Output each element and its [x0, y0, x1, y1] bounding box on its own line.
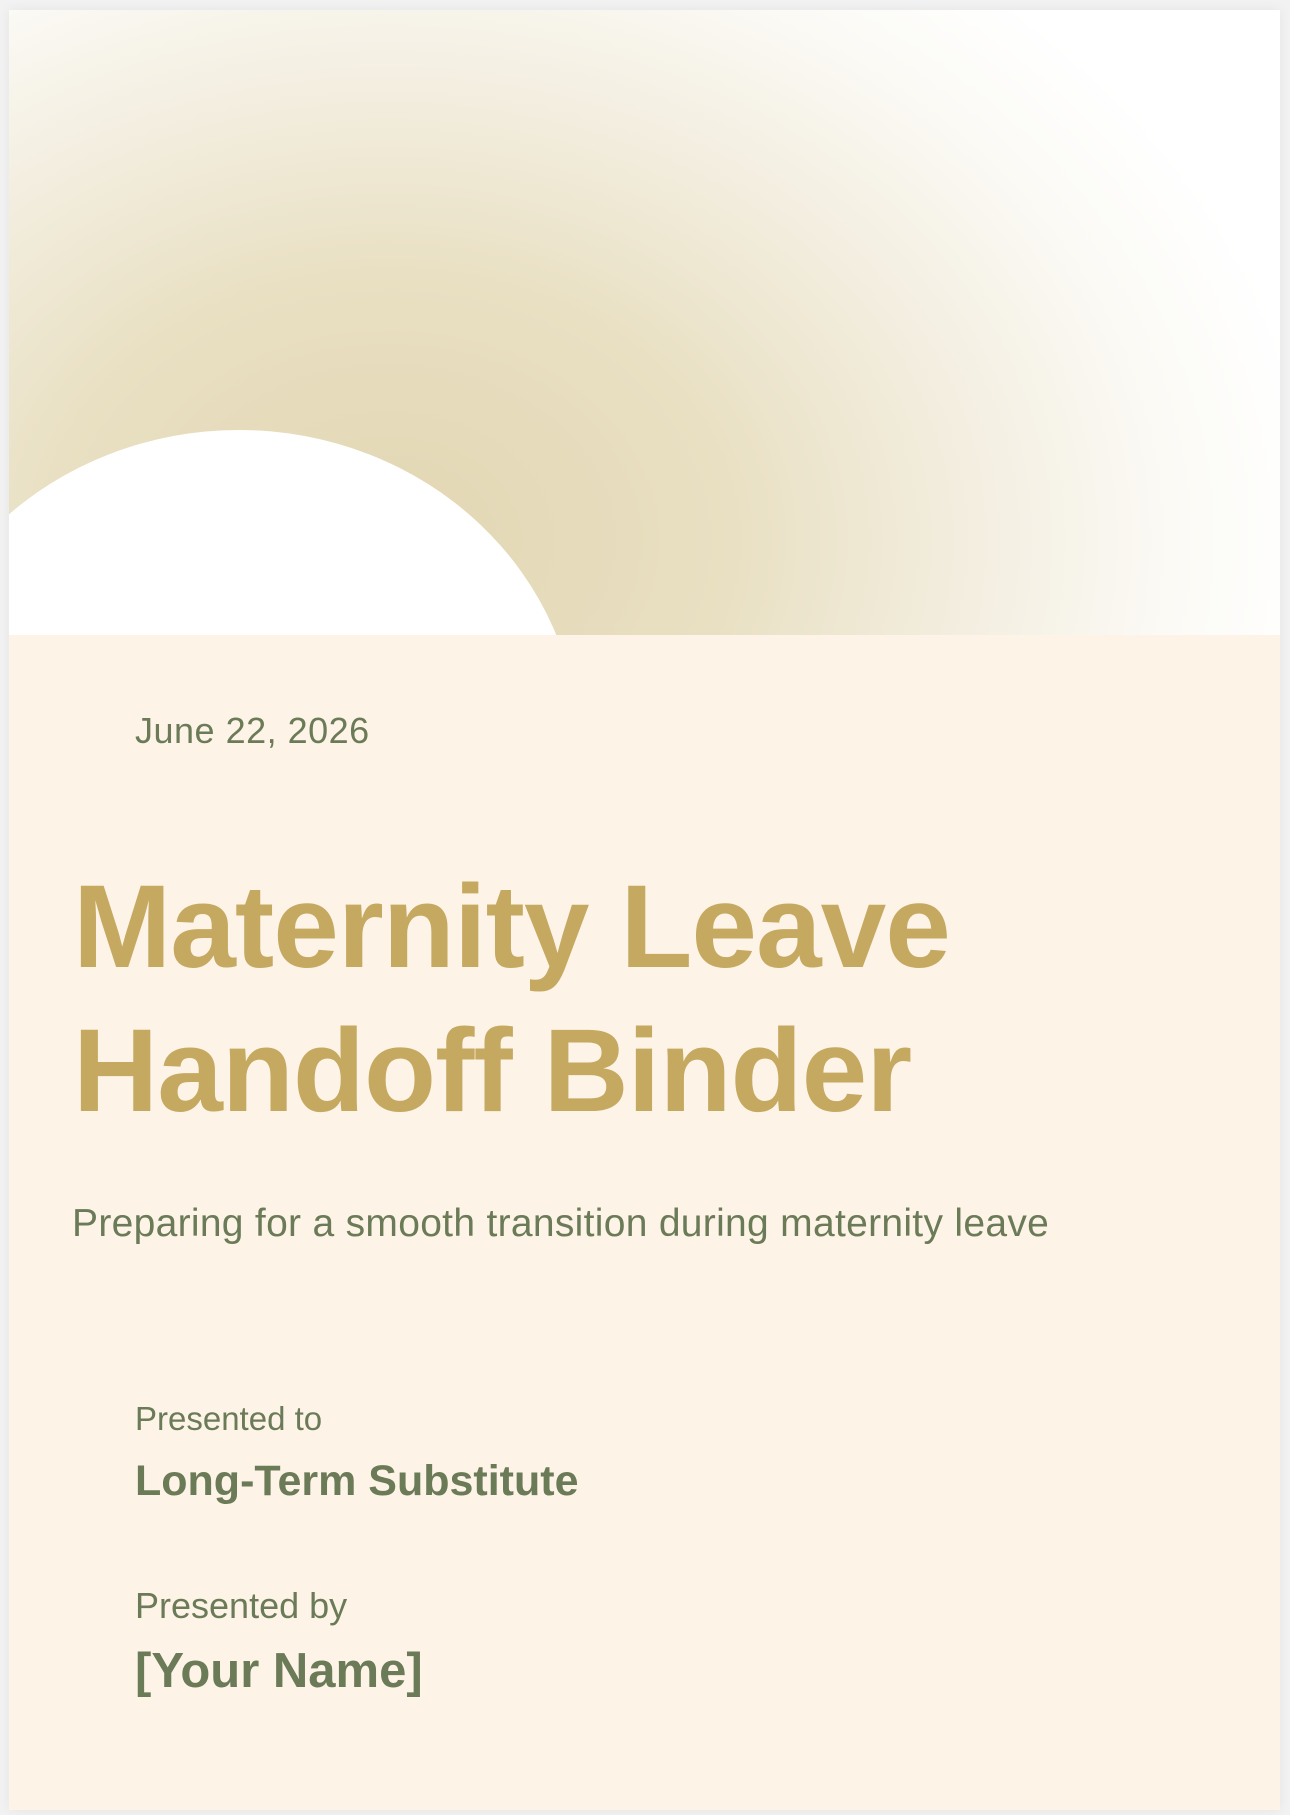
presented-to-value: Long-Term Substitute — [135, 1457, 579, 1505]
hero-arc-shape — [9, 430, 579, 635]
presented-by-label: Presented by — [135, 1585, 348, 1626]
cover-date: June 22, 2026 — [135, 710, 370, 751]
presented-to-label: Presented to — [135, 1400, 323, 1437]
presented-by-value: [Your Name] — [135, 1644, 423, 1698]
title-line-1: Maternity Leave — [73, 861, 950, 993]
document-page — [9, 10, 1280, 1810]
title-line-2: Handoff Binder — [73, 1005, 912, 1137]
hero-banner — [9, 10, 1280, 635]
page-title — [73, 855, 950, 1143]
cover-subtitle: Preparing for a smooth transition during maternity leave — [72, 1202, 1050, 1245]
